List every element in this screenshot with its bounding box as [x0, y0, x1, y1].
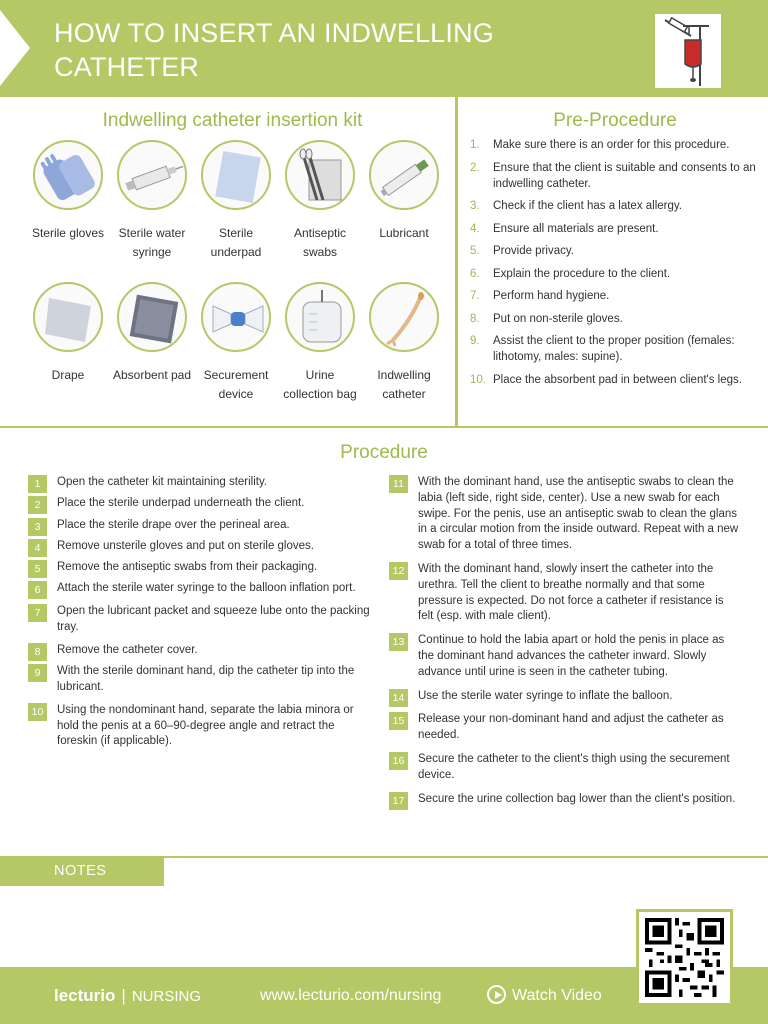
step-number-badge: 2 [28, 496, 47, 514]
procedure-title: Procedure [340, 442, 428, 463]
list-item: 3 Place the sterile drape over the perineal area. [28, 518, 373, 534]
absorbent-pad-icon [117, 282, 187, 352]
list-item: 5. Provide privacy. [470, 245, 574, 257]
procedure-list-right [389, 475, 739, 807]
step-number-badge: 16 [389, 752, 408, 770]
gloves-icon [33, 140, 103, 210]
list-item: 5 Remove the antiseptic swabs from their packaging. [28, 560, 373, 576]
kit-item-label: Drape [51, 368, 85, 382]
step-number-badge: 12 [389, 562, 408, 580]
swabs-icon [285, 140, 355, 210]
step-number-badge: 6 [28, 581, 47, 599]
notes-divider [164, 856, 768, 858]
notes-header [0, 856, 164, 886]
kit-item-sterile-underpad [196, 140, 276, 262]
kit-item-sterile-gloves [28, 140, 108, 243]
header-banner [0, 0, 768, 97]
kit-item-label: Absorbent pad [112, 368, 192, 382]
list-item: 2. Ensure that the client is suitable and consents to an indwelling catheter. [470, 161, 756, 190]
list-item: 9. Assist the client to the proper position (females: lithotomy, males: supine). [470, 335, 735, 363]
step-number-badge: 9 [28, 664, 47, 682]
list-item: 4 Remove unsterile gloves and put on sterile gloves. [28, 539, 373, 555]
list-item: 6 Attach the sterile water syringe to the balloon inflation port. [28, 581, 373, 597]
list-item: 10 Using the nondominant hand, separate the labia minora or hold the penis at a 60–90-degree angle and retract the foreskin (if applicable). [28, 703, 373, 750]
kit-item-sterile-water-syringe [112, 140, 192, 262]
kit-item-label: Sterile gloves [31, 226, 105, 240]
list-item: 11 With the dominant hand, use the antiseptic swabs to clean the labia (left side, right side, center). Use a new swab for each swipe. For the penis, use an antiseptic swab to clean the glans in a circular motion from the inside outward. Repeat with a new swab for a total of three times. [389, 475, 739, 554]
list-item: 8. Put on non-sterile gloves. [470, 312, 623, 325]
kit-item-label: Sterile underpad [210, 226, 262, 259]
list-item: 15 Release your non-dominant hand and adjust the catheter as needed. [389, 712, 739, 744]
syringe-icon [117, 140, 187, 210]
step-number-badge: 13 [389, 633, 408, 651]
step-number-badge: 4 [28, 539, 47, 557]
kit-item-label: Urine collection bag [283, 368, 357, 401]
list-item: 7 Open the lubricant packet and squeeze lube onto the packing tray. [28, 604, 373, 636]
kit-item-antiseptic-swabs [280, 140, 360, 262]
kit-item-drape [28, 282, 108, 385]
list-item: 1 Open the catheter kit maintaining sterility. [28, 475, 373, 491]
kit-item-label: Securement device [203, 368, 269, 401]
kit-item-label: Sterile water syringe [118, 226, 186, 259]
play-icon [487, 985, 506, 1004]
kit-item-absorbent-pad [112, 282, 192, 385]
pre-procedure-title: Pre-Procedure [553, 110, 677, 131]
underpad-icon [201, 140, 271, 210]
kit-item-securement-device [196, 282, 276, 404]
chevron-right-icon [0, 10, 30, 86]
list-item: 8 Remove the catheter cover. [28, 643, 373, 659]
step-number-badge: 1 [28, 475, 47, 493]
step-number-badge: 17 [389, 792, 408, 810]
list-item: 6. Explain the procedure to the client. [470, 267, 671, 280]
kit-item-lubricant [364, 140, 444, 243]
brand-section: NURSING [131, 988, 201, 1005]
brand-logo: lecturio | NURSING [54, 986, 201, 1005]
step-number-badge: 14 [389, 689, 408, 707]
list-item: 7. Perform hand hygiene. [470, 290, 610, 302]
kit-item-label: Antiseptic swabs [293, 226, 347, 259]
vertical-divider [455, 97, 458, 427]
list-item: 2 Place the sterile underpad underneath the client. [28, 496, 373, 512]
step-number-badge: 11 [389, 475, 408, 493]
step-number-badge: 3 [28, 518, 47, 536]
drape-icon [33, 282, 103, 352]
step-number-badge: 7 [28, 604, 47, 622]
kit-item-urine-collection-bag [280, 282, 360, 404]
step-number-badge: 10 [28, 703, 47, 721]
list-item: 14 Use the sterile water syringe to inflate the balloon. [389, 689, 739, 705]
qr-code-icon [645, 918, 724, 997]
catheter-icon [369, 282, 439, 352]
step-number-badge: 5 [28, 560, 47, 578]
list-item: 17 Secure the urine collection bag lower than the client's position. [389, 792, 739, 808]
page-title: HOW TO INSERT AN INDWELLING CATHETER [54, 18, 494, 82]
list-item: 3. Check if the client has a latex allergy. [470, 200, 682, 212]
procedure-list-left [28, 475, 373, 750]
urine-bag-icon [285, 282, 355, 352]
kit-item-label: Lubricant [379, 226, 429, 240]
kit-item-label: Indwelling catheter [377, 368, 431, 401]
qr-code[interactable] [636, 909, 733, 1006]
kit-item-indwelling-catheter [364, 282, 444, 404]
list-item: 1. Make sure there is an order for this procedure. [470, 139, 730, 151]
iv-bag-syringe-icon [655, 14, 721, 88]
step-number-badge: 8 [28, 643, 47, 661]
list-item: 16 Secure the catheter to the client's thigh using the securement device. [389, 752, 739, 784]
list-item: 10. Place the absorbent pad in between client's legs. [470, 373, 742, 386]
notes-label: NOTES [54, 863, 107, 879]
lubricant-icon [369, 140, 439, 210]
horizontal-divider [0, 426, 768, 428]
list-item: 9 With the sterile dominant hand, dip the catheter tip into the lubricant. [28, 664, 373, 696]
website-link[interactable]: www.lecturio.com/nursing [260, 987, 442, 1004]
watch-video-button[interactable]: Watch Video [487, 985, 602, 1005]
step-number-badge: 15 [389, 712, 408, 730]
list-item: 4. Ensure all materials are present. [470, 222, 659, 235]
pre-procedure-list [470, 137, 760, 394]
kit-section-title: Indwelling catheter insertion kit [102, 110, 363, 131]
securement-device-icon [201, 282, 271, 352]
list-item: 12 With the dominant hand, slowly insert the catheter into the urethra. Tell the client to breathe normally and that some pressure is expected. Do not force a catheter if resistance is felt (esp. with male client). [389, 562, 739, 625]
list-item: 13 Continue to hold the labia apart or hold the penis in place as the dominant hand advances the catheter inward. Slowly advance until urine is seen in the catheter tubing. [389, 633, 739, 680]
